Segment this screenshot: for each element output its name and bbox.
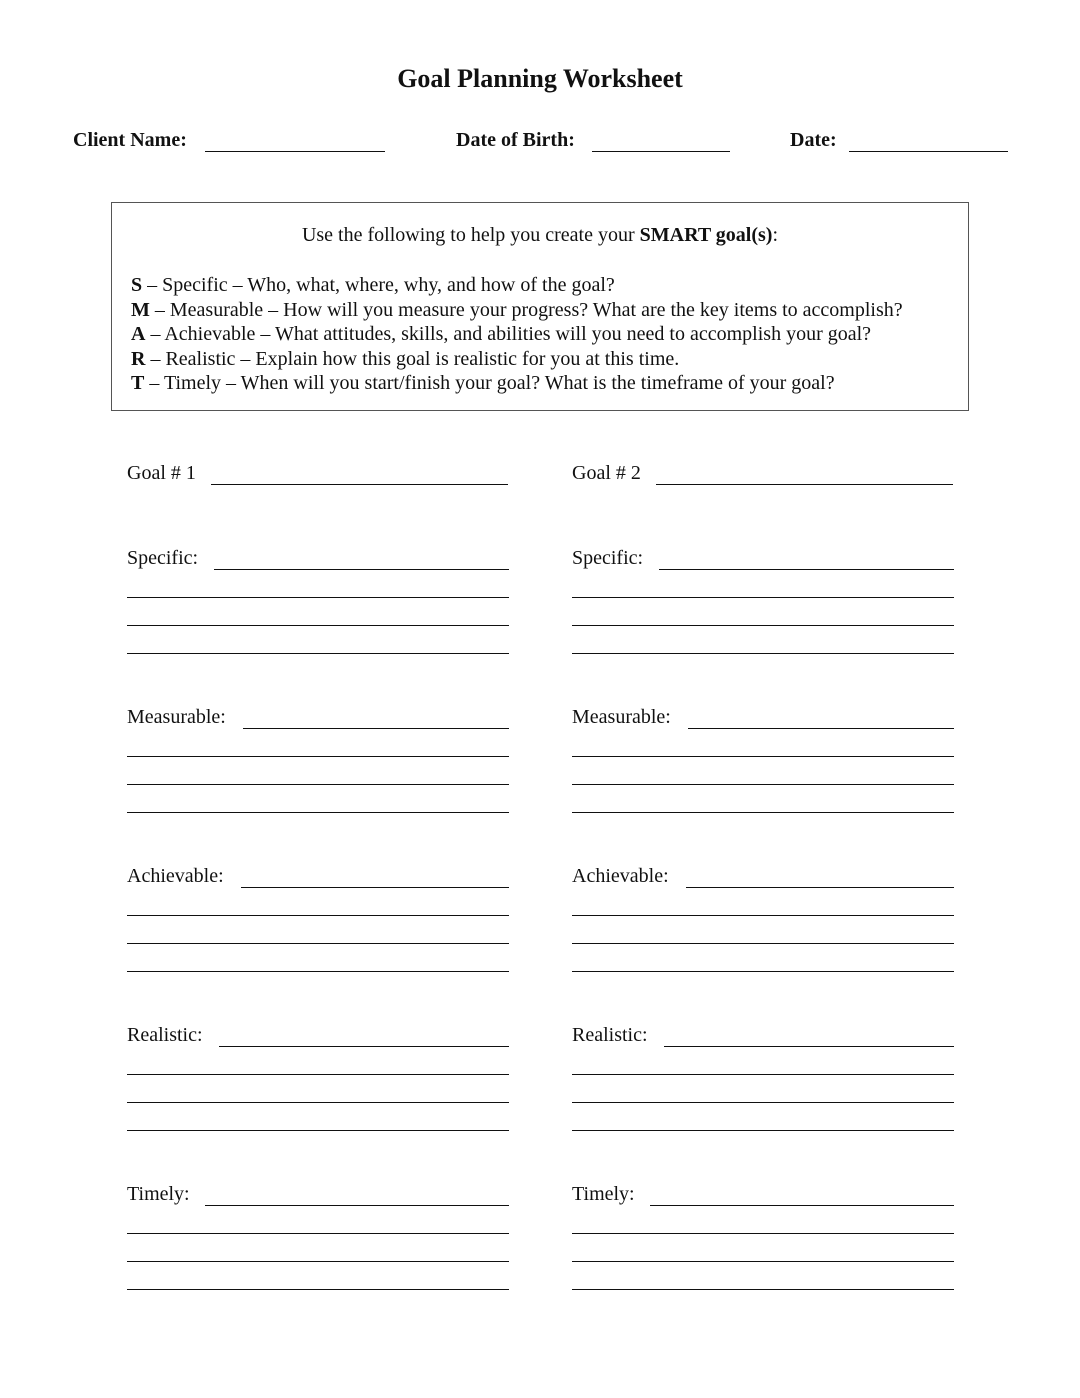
goal-2-specific-line-1[interactable]	[572, 597, 954, 598]
goal-1-specific-label: Specific:	[127, 547, 199, 569]
goal-1-column	[127, 0, 527, 1398]
goal-2-timely-line-3[interactable]	[572, 1289, 954, 1290]
goal-1-achievable-line-3[interactable]	[127, 971, 509, 972]
goal-2-specific-label: Specific:	[572, 547, 644, 569]
goal-2-timely-line-1[interactable]	[572, 1233, 954, 1234]
smart-intro-bold: SMART goal(s)	[639, 224, 773, 246]
goal-2-achievable-line-3[interactable]	[572, 971, 954, 972]
goal-2-title-field[interactable]	[656, 484, 953, 485]
smart-letter-m: M	[131, 298, 150, 321]
goal-2-measurable-line-1[interactable]	[572, 756, 954, 757]
goal-2-timely-label: Timely:	[572, 1183, 635, 1205]
page-title: Goal Planning Worksheet	[397, 64, 683, 93]
goal-1-measurable-line-3[interactable]	[127, 812, 509, 813]
goal-1-timely-field[interactable]	[205, 1205, 509, 1206]
goal-1-specific-field[interactable]	[214, 569, 509, 570]
goal-2-realistic-field[interactable]	[664, 1046, 954, 1047]
smart-text-m: – Measurable – How will you measure your progress? What are the key items to accomplish?	[149, 298, 903, 321]
goal-2-measurable-line-2[interactable]	[572, 784, 954, 785]
goal-2-realistic-line-3[interactable]	[572, 1130, 954, 1131]
goal-2-achievable-label: Achievable:	[572, 865, 669, 887]
goal-1-achievable-line-2[interactable]	[127, 943, 509, 944]
smart-letter-t: T	[131, 372, 145, 394]
goal-1-measurable-line-1[interactable]	[127, 756, 509, 757]
goal-2-achievable-line-1[interactable]	[572, 915, 954, 916]
goal-2-realistic-line-1[interactable]	[572, 1074, 954, 1075]
goal-2-realistic-line-2[interactable]	[572, 1102, 954, 1103]
goal-1-timely-line-3[interactable]	[127, 1289, 509, 1290]
goal-2-specific-line-3[interactable]	[572, 653, 954, 654]
smart-text-a: – Achievable – What attitudes, skills, and abilities will you need to accomplish your goal?	[145, 323, 872, 345]
client-name-label: Client Name:	[73, 129, 187, 151]
goal-2-measurable-field[interactable]	[688, 728, 954, 729]
goal-2-specific-field[interactable]	[659, 569, 954, 570]
smart-letter-r: R	[131, 347, 146, 370]
goal-1-measurable-label: Measurable:	[127, 706, 226, 728]
goal-2-timely-line-2[interactable]	[572, 1261, 954, 1262]
goal-2-achievable-line-2[interactable]	[572, 943, 954, 944]
dob-label: Date of Birth:	[456, 129, 575, 151]
smart-letter-a: A	[131, 323, 146, 345]
goal-1-measurable-field[interactable]	[243, 728, 509, 729]
smart-text-s: – Specific – Who, what, where, why, and how of the goal?	[142, 274, 615, 296]
goal-2-label: Goal # 2	[572, 462, 641, 484]
date-label: Date:	[790, 129, 837, 151]
smart-text-r: – Realistic – Explain how this goal is realistic for you at this time.	[145, 347, 680, 370]
smart-text-t: – Timely – When will you start/finish your goal? What is the timeframe of your goal?	[144, 372, 835, 394]
smart-intro-text: Use the following to help you create your	[301, 224, 640, 246]
goal-1-realistic-line-2[interactable]	[127, 1102, 509, 1103]
goal-1-timely-line-1[interactable]	[127, 1233, 509, 1234]
smart-intro-suffix: :	[772, 224, 779, 246]
goal-1-realistic-line-1[interactable]	[127, 1074, 509, 1075]
goal-2-realistic-label: Realistic:	[572, 1024, 648, 1046]
goal-1-realistic-label: Realistic:	[127, 1024, 203, 1046]
goal-1-specific-line-2[interactable]	[127, 625, 509, 626]
smart-letter-s: S	[131, 274, 143, 296]
goal-1-title-field[interactable]	[211, 484, 508, 485]
goal-1-label: Goal # 1	[127, 462, 196, 484]
goal-1-measurable-line-2[interactable]	[127, 784, 509, 785]
goal-1-achievable-label: Achievable:	[127, 865, 224, 887]
goal-1-achievable-field[interactable]	[241, 887, 509, 888]
goal-1-achievable-line-1[interactable]	[127, 915, 509, 916]
goal-2-measurable-label: Measurable:	[572, 706, 671, 728]
goal-2-specific-line-2[interactable]	[572, 625, 954, 626]
goal-1-timely-label: Timely:	[127, 1183, 190, 1205]
goal-2-measurable-line-3[interactable]	[572, 812, 954, 813]
goal-2-timely-field[interactable]	[650, 1205, 954, 1206]
goal-1-timely-line-2[interactable]	[127, 1261, 509, 1262]
goal-1-specific-line-3[interactable]	[127, 653, 509, 654]
goal-1-realistic-line-3[interactable]	[127, 1130, 509, 1131]
goal-1-realistic-field[interactable]	[219, 1046, 509, 1047]
goal-2-column	[572, 0, 972, 1398]
goal-1-specific-line-1[interactable]	[127, 597, 509, 598]
goal-2-achievable-field[interactable]	[686, 887, 954, 888]
